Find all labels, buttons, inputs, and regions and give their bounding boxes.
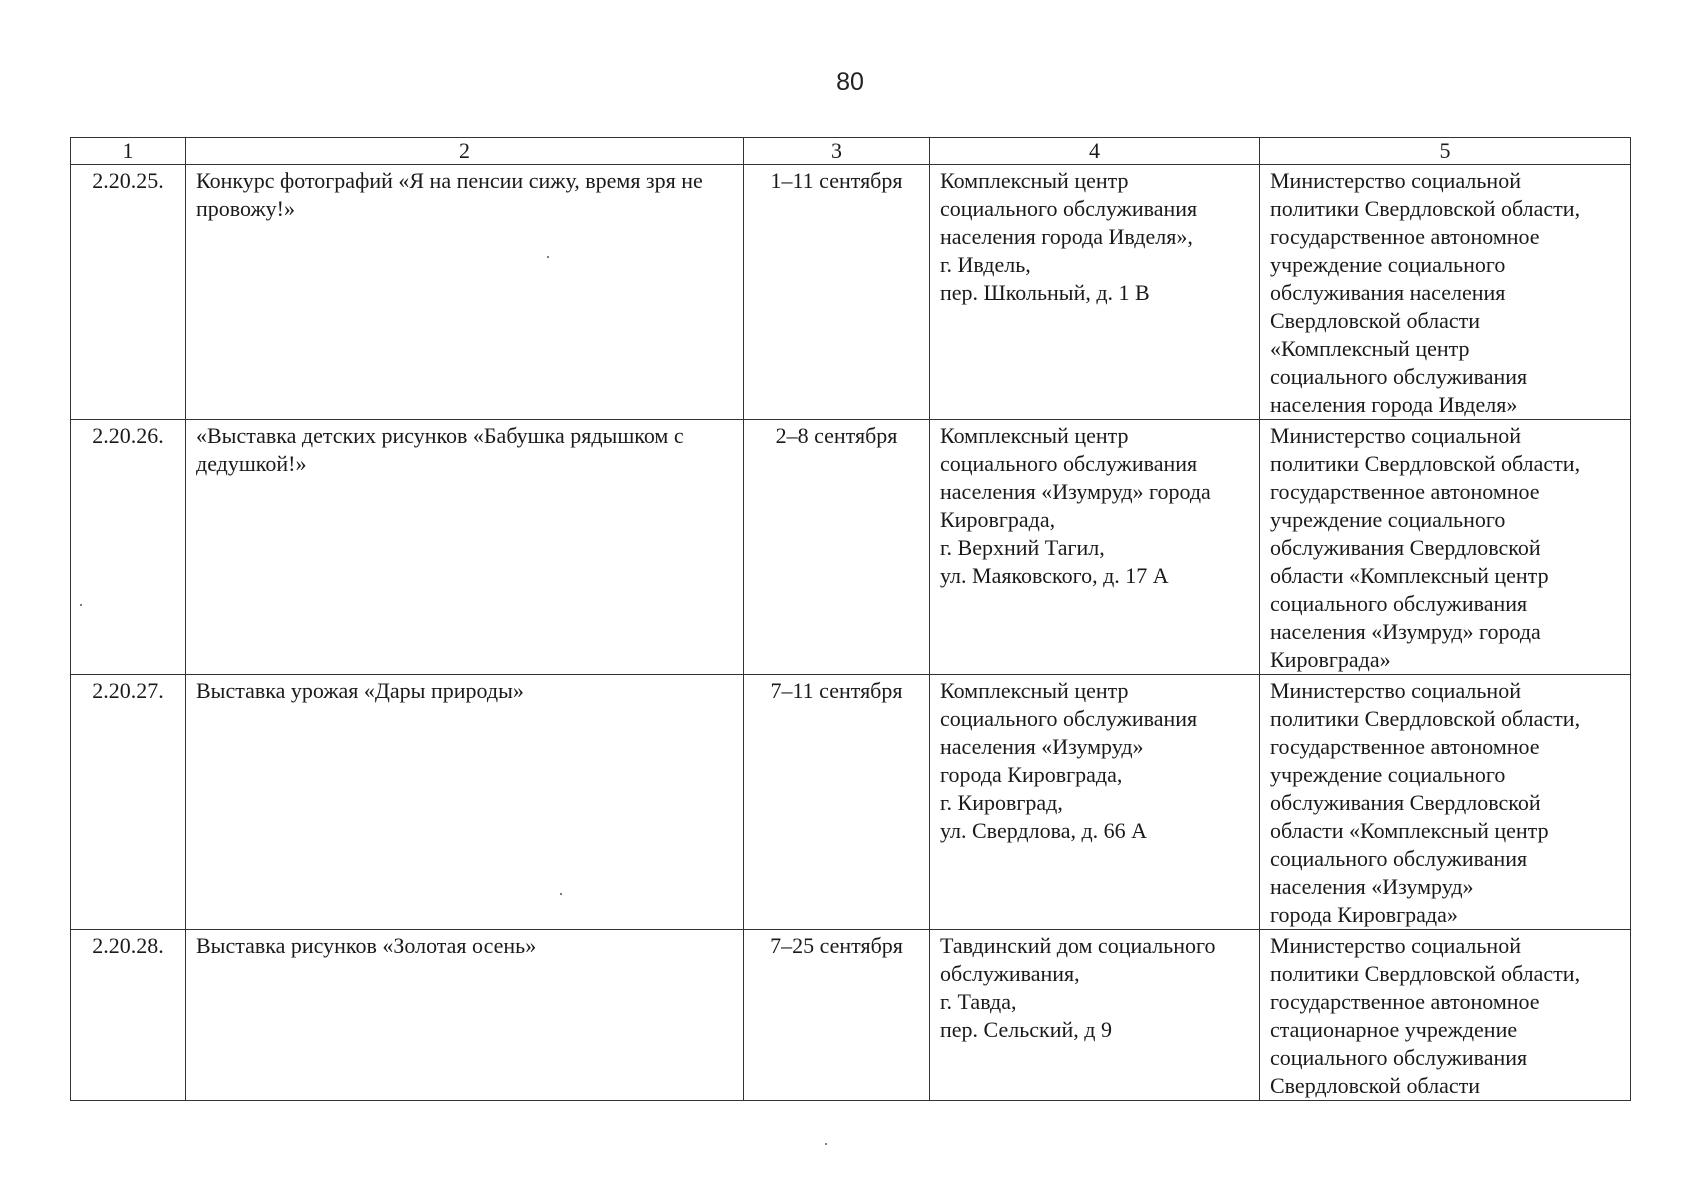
organizer-line: области «Комплексный центр [1270, 563, 1549, 588]
organizer-line: населения города Ивделя» [1270, 392, 1518, 417]
organizer-line: Министерство социальной [1270, 423, 1521, 448]
event-dates: 7–11 сентября [744, 675, 930, 930]
venue-line: Тавдинский дом социального [940, 933, 1216, 958]
venue-line: Комплексный центр [940, 423, 1129, 448]
venue-line: Комплексный центр [940, 168, 1129, 193]
organizer-line: города Кировграда» [1270, 902, 1458, 927]
event-dates: 1–11 сентября [744, 165, 930, 420]
organizer-line: области «Комплексный центр [1270, 818, 1549, 843]
page-number: 80 [836, 68, 864, 96]
organizer-line: учреждение социального [1270, 507, 1506, 532]
organizer-line: Министерство социальной [1270, 678, 1521, 703]
scan-speck [80, 604, 82, 606]
organizer-line: обслуживания населения [1270, 280, 1506, 305]
row-number: 2.20.28. [71, 930, 186, 1101]
venue-line: Кировграда, [940, 507, 1056, 532]
column-header-3: 3 [744, 138, 930, 165]
event-venue [930, 165, 1260, 420]
venue-line: пер. Школьный, д. 1 В [940, 280, 1150, 305]
column-header-4: 4 [930, 138, 1260, 165]
organizer-line: социального обслуживания [1270, 591, 1528, 616]
scan-speck [560, 893, 562, 895]
venue-line: населения города Ивделя», [940, 224, 1193, 249]
venue-line: обслуживания, [940, 961, 1080, 986]
event-organizer [1260, 420, 1631, 675]
organizer-line: «Комплексный центр [1270, 336, 1470, 361]
event-title: Выставка рисунков «Золотая осень» [186, 930, 744, 1101]
organizer-line: учреждение социального [1270, 252, 1506, 277]
organizer-line: Министерство социальной [1270, 168, 1521, 193]
organizer-line: Министерство социальной [1270, 933, 1521, 958]
venue-line: населения «Изумруд» города [940, 479, 1211, 504]
table-row [71, 930, 1631, 1101]
organizer-line: социального обслуживания [1270, 1045, 1528, 1070]
venue-line: ул. Свердлова, д. 66 А [940, 818, 1148, 843]
event-organizer [1260, 930, 1631, 1101]
organizer-line: населения «Изумруд» города [1270, 619, 1541, 644]
venue-line: Комплексный центр [940, 678, 1129, 703]
row-number: 2.20.25. [71, 165, 186, 420]
event-venue [930, 420, 1260, 675]
row-number: 2.20.26. [71, 420, 186, 675]
organizer-line: политики Свердловской области, [1270, 706, 1581, 731]
venue-line: социального обслуживания [940, 451, 1198, 476]
events-table [70, 137, 1631, 1101]
organizer-line: политики Свердловской области, [1270, 961, 1581, 986]
column-header-2: 2 [186, 138, 744, 165]
header-row [71, 138, 1631, 165]
venue-line: города Кировграда, [940, 762, 1123, 787]
event-title: Выставка урожая «Дары природы» [186, 675, 744, 930]
venue-line: населения «Изумруд» [940, 734, 1144, 759]
event-title: «Выставка детских рисунков «Бабушка рядышком с дедушкой!» [186, 420, 744, 675]
venue-line: г. Верхний Тагил, [940, 535, 1105, 560]
venue-line: пер. Сельский, д 9 [940, 1017, 1112, 1042]
venue-line: ул. Маяковского, д. 17 А [940, 563, 1169, 588]
organizer-line: Свердловской области [1270, 1073, 1480, 1098]
table-row [71, 165, 1631, 420]
organizer-line: обслуживания Свердловской [1270, 535, 1541, 560]
organizer-line: учреждение социального [1270, 762, 1506, 787]
scan-speck [825, 1143, 827, 1145]
venue-line: г. Ивдель, [940, 252, 1031, 277]
event-organizer [1260, 675, 1631, 930]
organizer-line: населения «Изумруд» [1270, 874, 1474, 899]
organizer-line: государственное автономное [1270, 479, 1540, 504]
organizer-line: государственное автономное [1270, 224, 1540, 249]
table-row [71, 420, 1631, 675]
venue-line: г. Кировград, [940, 790, 1063, 815]
organizer-line: политики Свердловской области, [1270, 196, 1581, 221]
table-row [71, 675, 1631, 930]
venue-line: социального обслуживания [940, 706, 1198, 731]
column-header-1: 1 [71, 138, 186, 165]
organizer-line: государственное автономное [1270, 989, 1540, 1014]
organizer-line: политики Свердловской области, [1270, 451, 1581, 476]
organizer-line: социального обслуживания [1270, 364, 1528, 389]
scan-speck [547, 256, 549, 258]
column-header-5: 5 [1260, 138, 1631, 165]
venue-line: г. Тавда, [940, 989, 1017, 1014]
organizer-line: государственное автономное [1270, 734, 1540, 759]
event-dates: 7–25 сентября [744, 930, 930, 1101]
venue-line: социального обслуживания [940, 196, 1198, 221]
event-venue [930, 930, 1260, 1101]
organizer-line: обслуживания Свердловской [1270, 790, 1541, 815]
event-title: Конкурс фотографий «Я на пенсии сижу, время зря не провожу!» [186, 165, 744, 420]
organizer-line: Кировграда» [1270, 647, 1391, 672]
row-number: 2.20.27. [71, 675, 186, 930]
organizer-line: стационарное учреждение [1270, 1017, 1518, 1042]
event-venue [930, 675, 1260, 930]
organizer-line: социального обслуживания [1270, 846, 1528, 871]
event-organizer [1260, 165, 1631, 420]
organizer-line: Свердловской области [1270, 308, 1480, 333]
event-dates: 2–8 сентября [744, 420, 930, 675]
